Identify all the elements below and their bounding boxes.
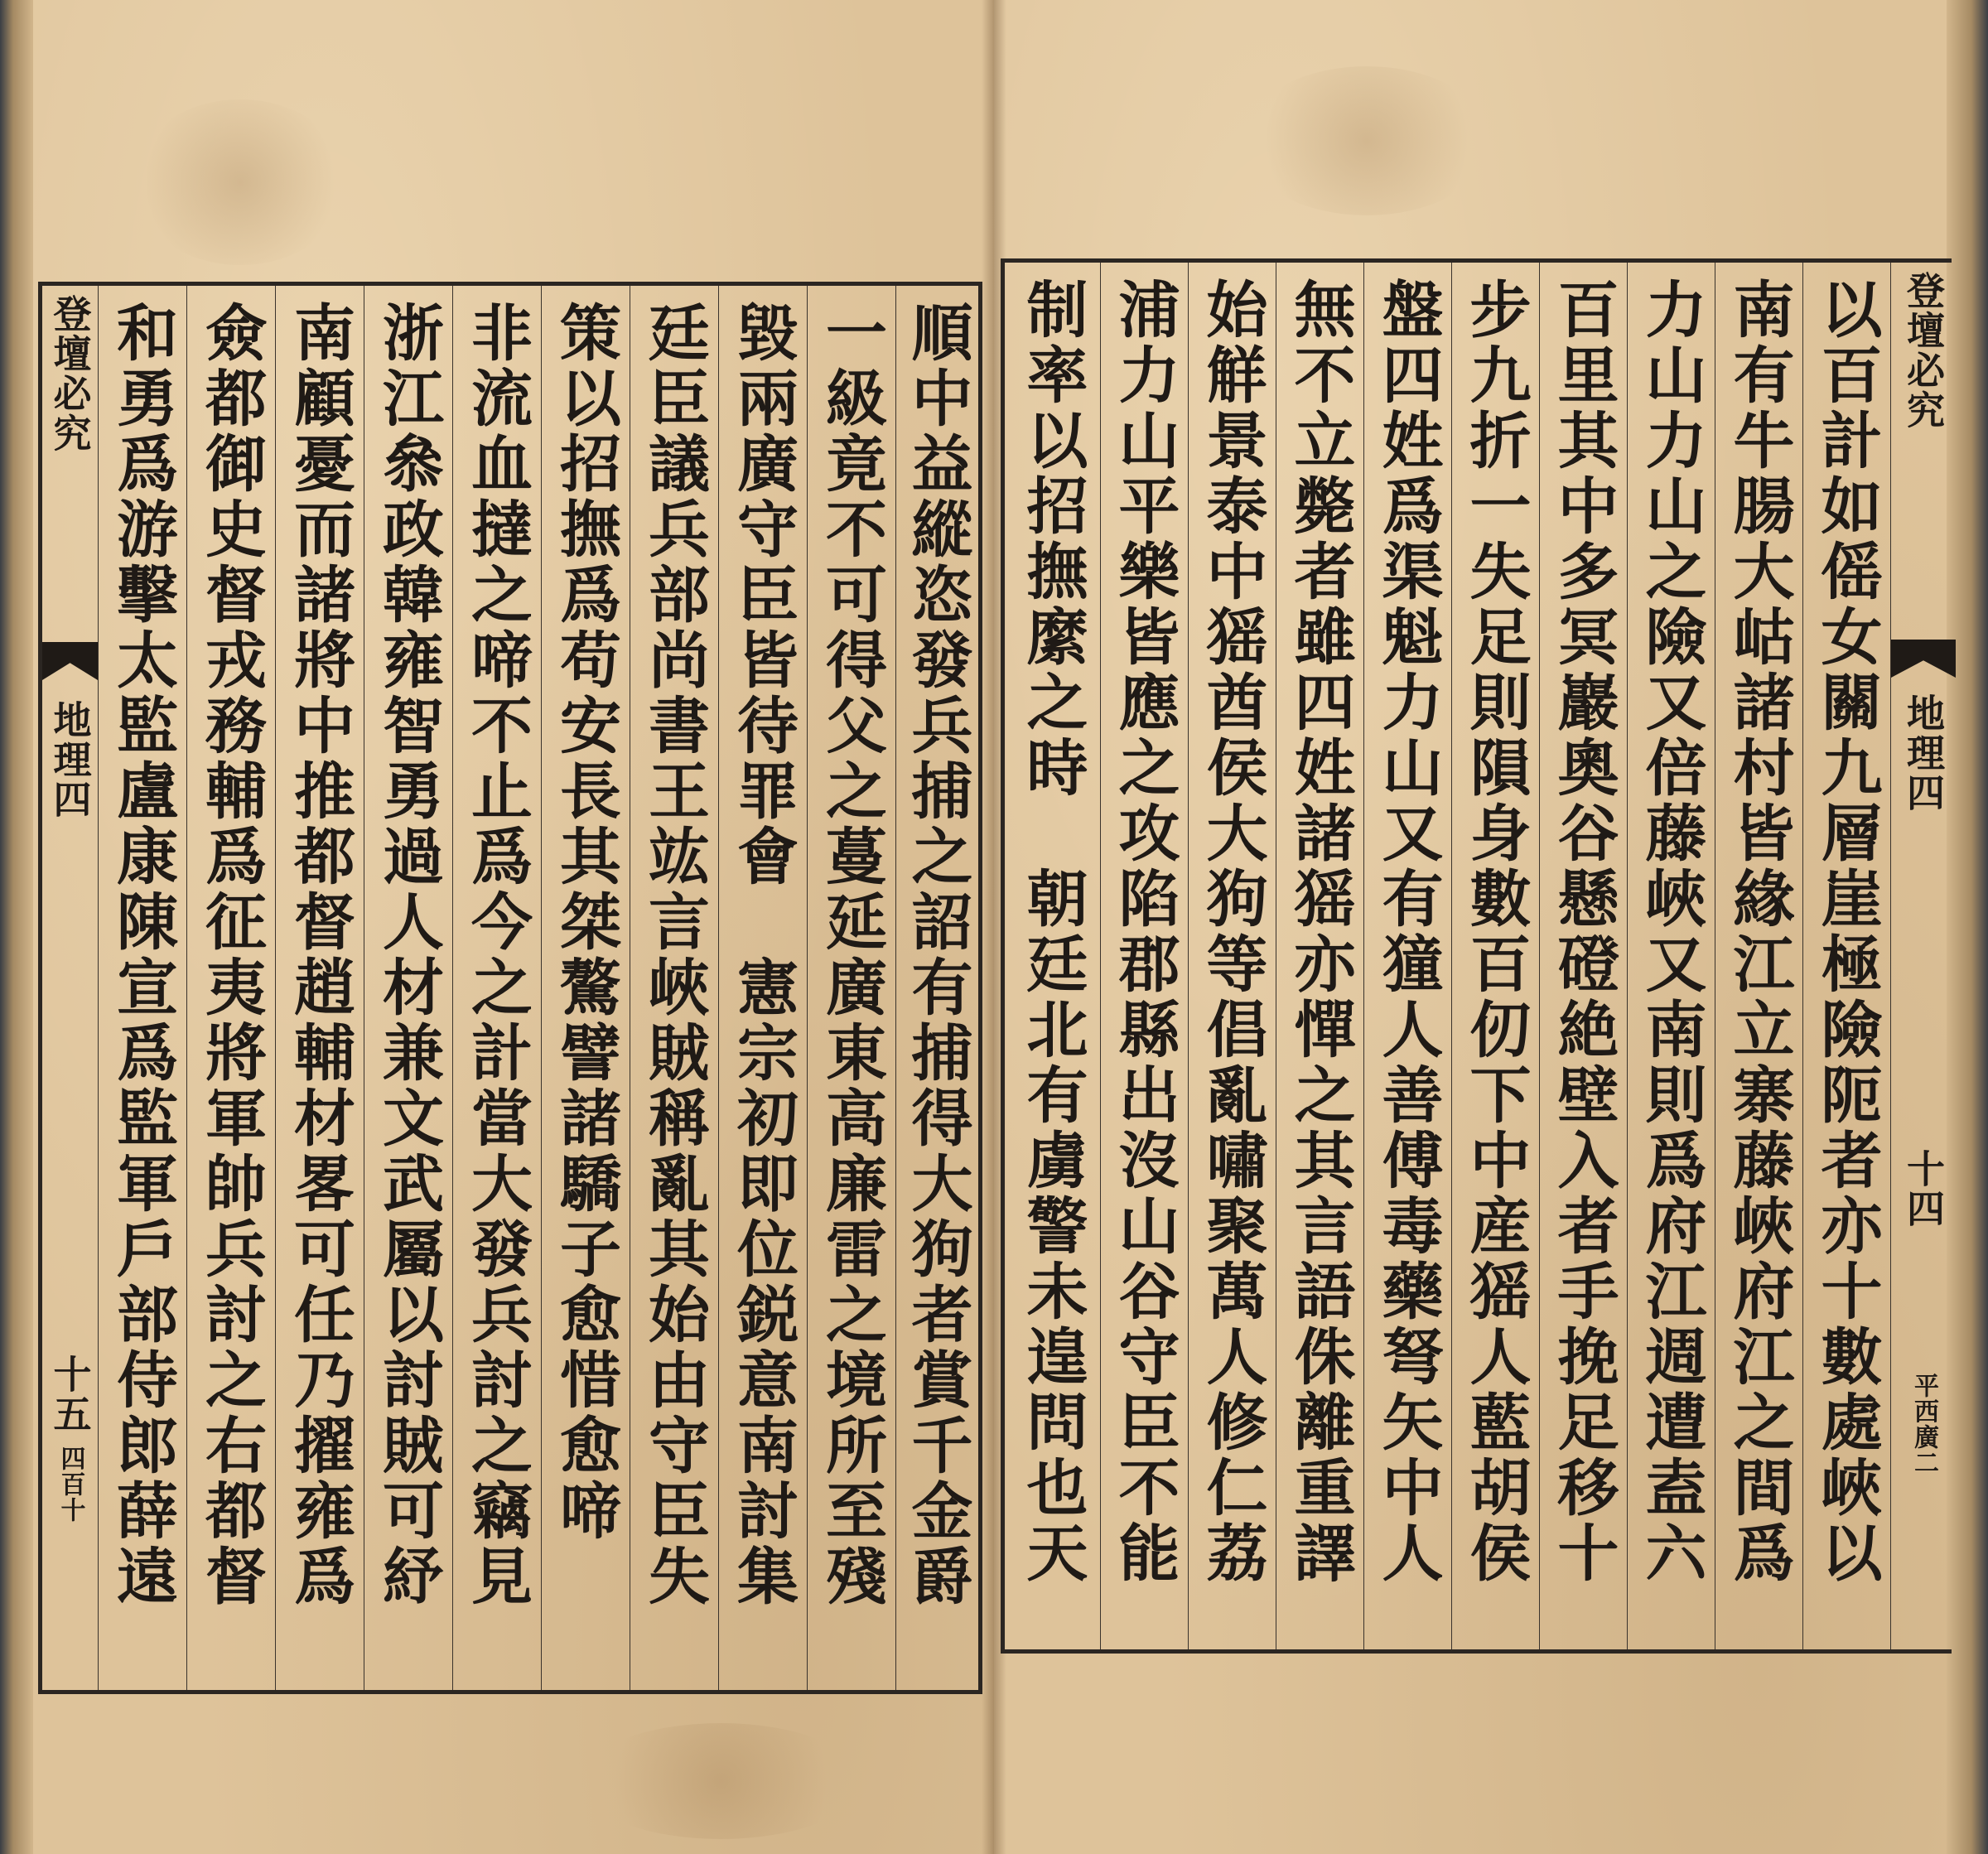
text-column (1452, 263, 1540, 1649)
text-column (542, 286, 630, 1690)
paper-stain (580, 1723, 861, 1839)
left-fold-margin (42, 286, 99, 1690)
text-column (1101, 263, 1189, 1649)
column-text: 浦力山平樂皆應之攻陷郡縣出沒山谷守臣不能 (1108, 278, 1180, 1586)
text-column (1628, 263, 1715, 1649)
column-text: 一級竟不可得父之蔓延廣東高廉雷之境所至殘 (816, 301, 887, 1610)
column-text: 僉都御史督戎務輔爲征夷將軍帥兵討之右都督 (195, 301, 267, 1610)
column-text: 南顧憂而諸將中推都督趙輔材畧可任乃擢雍爲 (284, 301, 355, 1610)
column-text: 制率以招撫縻之時 朝廷北有虜警未遑問也天 (1016, 278, 1088, 1586)
column-text: 毀兩廣守臣皆待罪會 憲宗初即位鋭意南討集 (727, 301, 799, 1610)
paper-stain (1242, 66, 1491, 215)
text-column (1005, 263, 1101, 1649)
right-folio-number: 十四 (1901, 1149, 1946, 1229)
right-fold-margin (1891, 263, 1956, 1649)
column-text: 盤四姓爲渠魁力山又有獞人善傅毒藥弩矢中人 (1372, 278, 1444, 1586)
column-text: 百里其中多冥巖奧谷懸磴絶壁入者手挽足移十 (1547, 278, 1619, 1586)
text-column (1276, 263, 1364, 1649)
left-page-edge (0, 0, 33, 1854)
text-column (808, 286, 896, 1690)
text-column (453, 286, 542, 1690)
left-folio-number: 十五 (47, 1354, 93, 1434)
text-column (1715, 263, 1803, 1649)
left-text-frame (38, 282, 982, 1694)
text-column (1189, 263, 1276, 1649)
text-column (99, 286, 187, 1690)
column-text: 南有牛腸大岵諸村皆緣江立寨藤峽府江之間爲 (1723, 278, 1795, 1586)
right-text-frame (1001, 258, 1952, 1654)
column-text: 順中益縱恣發兵捕之詔有捕得大狗者賞千金爵 (901, 301, 973, 1610)
left-fish-tail-mark (42, 642, 98, 680)
left-folio-sequence: 四百十 (55, 1446, 85, 1523)
column-text: 和勇爲游擊太監盧康陳宣爲監軍戶部侍郎薛遠 (107, 301, 178, 1610)
column-text: 策以招撫爲苟安長其桀驁譬諸驕子愈惜愈啼 (550, 301, 621, 1544)
paper-stain (133, 99, 348, 265)
column-text: 以百計如傜女關九層崖極險阨者亦十數處峽以 (1811, 278, 1883, 1586)
text-column (364, 286, 453, 1690)
left-margin-chapter: 地理四 (47, 700, 93, 819)
text-column (276, 286, 364, 1690)
right-margin-title: 登壇必究 (1901, 271, 1946, 430)
column-text: 力山力山之險又倍藤峽又南則爲府江週遭盍六 (1635, 278, 1707, 1586)
left-margin-title: 登壇必究 (47, 294, 93, 453)
right-fish-tail-mark (1891, 640, 1956, 678)
column-text: 始觧景泰中猺酋侯大狗等倡亂嘯聚萬人修仁荔 (1196, 278, 1268, 1586)
text-column (630, 286, 719, 1690)
text-column (1803, 263, 1891, 1649)
column-text: 非流血撻之啼不止爲今之計當大發兵討之竊見 (461, 301, 533, 1610)
column-text: 浙江叅政韓雍智勇過人材兼文武屬以討賊可紓 (373, 301, 444, 1610)
column-text: 廷臣議兵部尚書王竑言峽賊稱亂其始由守臣失 (639, 301, 710, 1610)
text-column (187, 286, 276, 1690)
right-margin-chapter: 地理四 (1901, 693, 1946, 813)
text-column (1540, 263, 1628, 1649)
text-column (719, 286, 808, 1690)
column-text: 步九折一失足則隕身數百仞下中産猺人藍胡侯 (1460, 278, 1532, 1586)
text-column (1364, 263, 1452, 1649)
text-column (896, 286, 978, 1690)
right-corner-note: 平西廣二 (1909, 1373, 1938, 1475)
column-text: 無不立斃者雖四姓諸猺亦憚之其言語侏離重譯 (1284, 278, 1356, 1586)
